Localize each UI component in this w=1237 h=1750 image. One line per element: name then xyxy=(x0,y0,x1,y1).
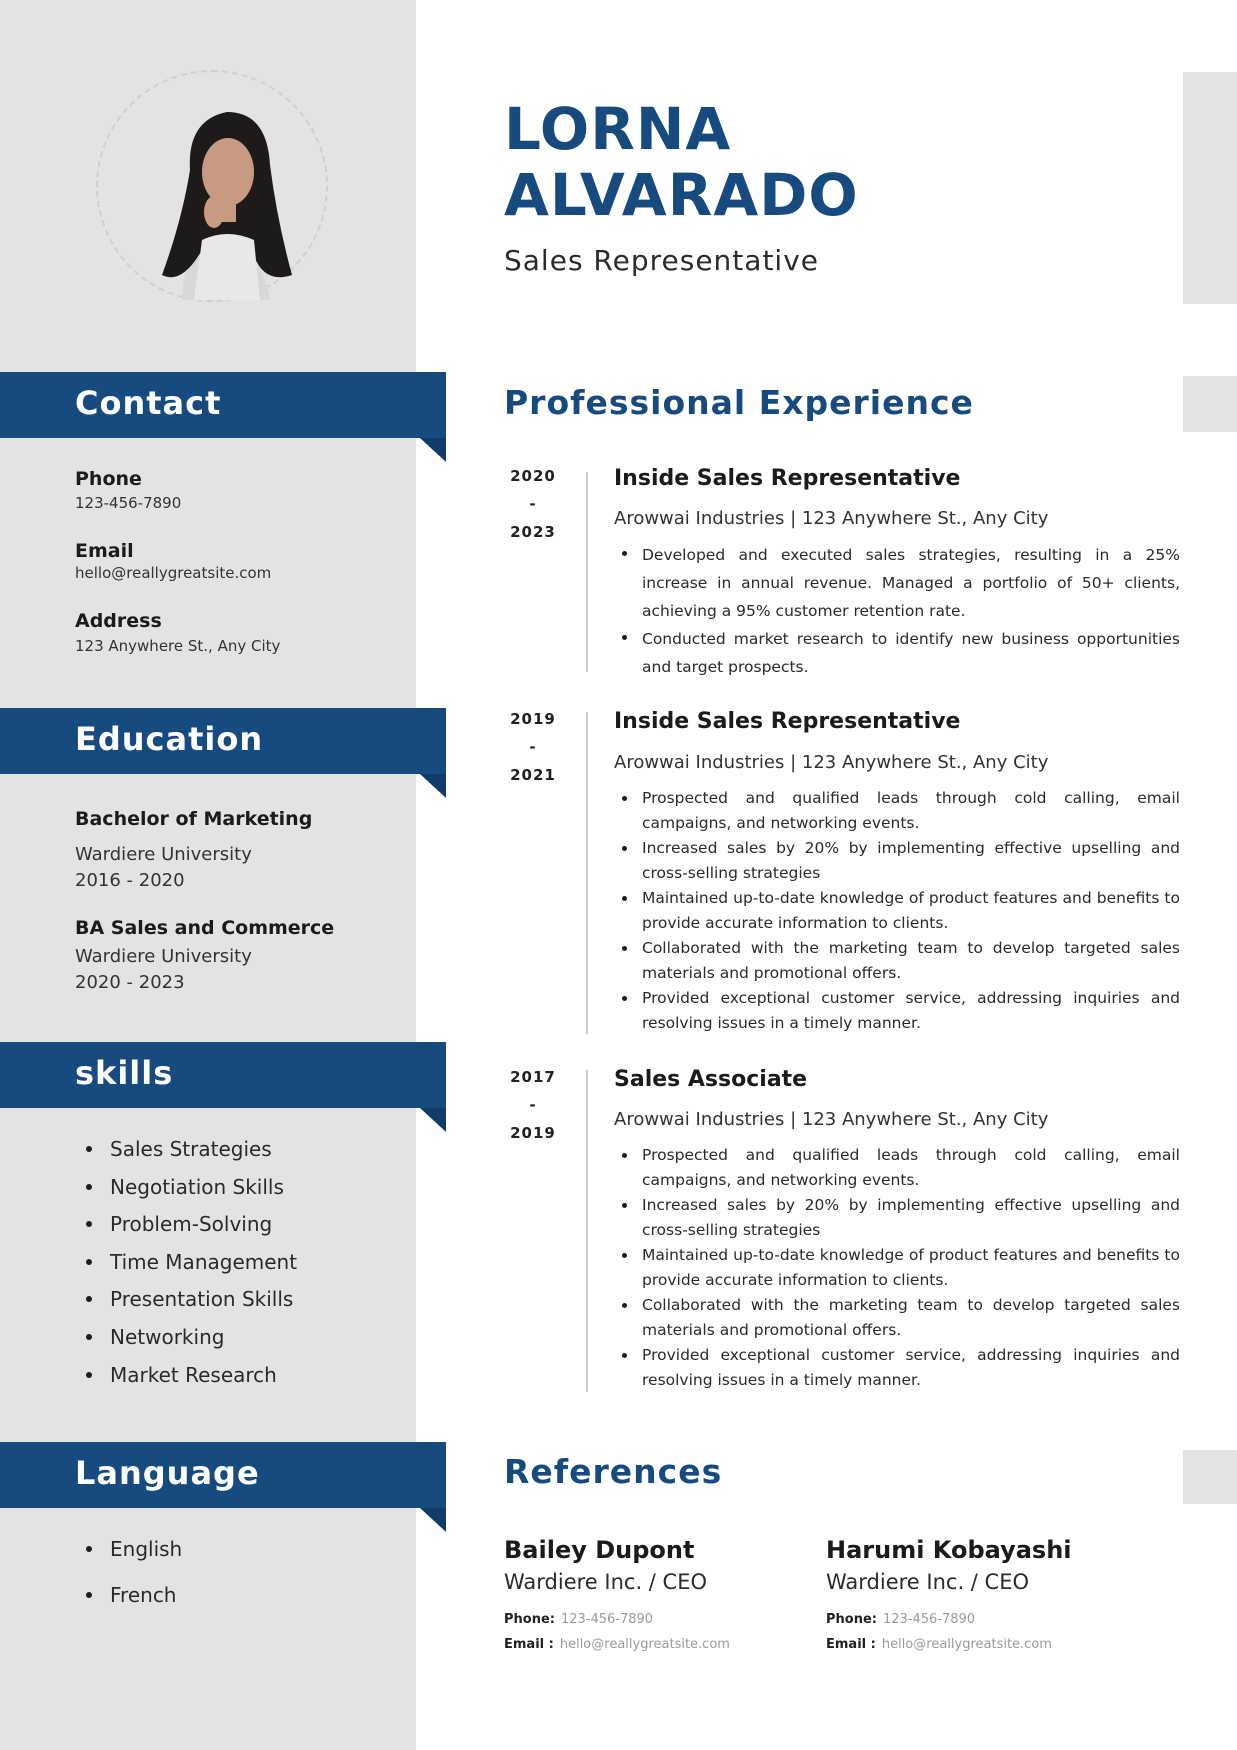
skills-heading: skills xyxy=(75,1054,174,1092)
ribbon-fold xyxy=(420,774,446,798)
reference-email-value: hello@reallygreatsite.com xyxy=(881,1637,1052,1652)
job-title: Inside Sales Representative xyxy=(614,466,961,491)
timeline-line xyxy=(586,1070,588,1392)
reference-name: Harumi Kobayashi xyxy=(826,1536,1072,1564)
job-bullet: Prospected and qualified leads through cold calling, email campaigns, and networking events. xyxy=(614,786,1180,836)
job-company: Arowwai Industries | 123 Anywhere St., Any City xyxy=(614,508,1049,529)
decor-block xyxy=(1183,72,1237,304)
reference-email-label: Email : xyxy=(504,1637,554,1652)
experience-heading: Professional Experience xyxy=(504,383,974,422)
decor-block xyxy=(1183,376,1237,432)
ribbon-fold xyxy=(420,1108,446,1132)
reference-name: Bailey Dupont xyxy=(504,1536,695,1564)
skill-item: Networking xyxy=(86,1324,297,1362)
reference-phone-label: Phone: xyxy=(826,1612,877,1627)
year-dash: - xyxy=(529,495,537,513)
phone-label: Phone xyxy=(75,468,142,490)
education-band xyxy=(0,708,446,774)
job-end-year: 2021 xyxy=(510,766,556,784)
full-name xyxy=(504,96,859,228)
reference-phone xyxy=(504,1612,653,1627)
job-role: Sales Representative xyxy=(504,244,819,277)
job-start-year: 2020 xyxy=(510,467,556,485)
job-end-year: 2023 xyxy=(510,523,556,541)
profile-photo xyxy=(142,100,302,300)
job-company: Arowwai Industries | 123 Anywhere St., Any City xyxy=(614,1109,1049,1130)
education-heading: Education xyxy=(75,720,264,758)
job-bullet: Collaborated with the marketing team to develop targeted sales materials and promotional offers. xyxy=(614,1293,1180,1343)
education-degree: BA Sales and Commerce xyxy=(75,917,335,939)
job-years xyxy=(498,705,568,789)
job-bullet: Maintained up-to-date knowledge of product features and benefits to provide accurate information to clients. xyxy=(614,1243,1180,1293)
job-bullet: Increased sales by 20% by implementing effective upselling and cross-selling strategies xyxy=(614,836,1180,886)
skill-item: Presentation Skills xyxy=(86,1286,297,1324)
reference-email-value: hello@reallygreatsite.com xyxy=(559,1637,730,1652)
job-years xyxy=(498,1063,568,1147)
reference-phone-value: 123-456-7890 xyxy=(560,1612,654,1627)
language-list xyxy=(86,1536,182,1628)
skills-list xyxy=(86,1136,297,1399)
job-years xyxy=(498,462,568,546)
education-years: 2020 - 2023 xyxy=(75,972,185,993)
first-name: LORNA xyxy=(504,95,732,163)
job-bullet: Maintained up-to-date knowledge of product features and benefits to provide accurate information to clients. xyxy=(614,886,1180,936)
skills-band xyxy=(0,1042,446,1108)
job-bullet: Collaborated with the marketing team to develop targeted sales materials and promotional offers. xyxy=(614,936,1180,986)
timeline-line xyxy=(586,712,588,1034)
job-bullets xyxy=(614,786,1180,1036)
skill-item: Market Research xyxy=(86,1362,297,1400)
ribbon-fold xyxy=(420,438,446,462)
job-start-year: 2019 xyxy=(510,710,556,728)
email-value: hello@reallygreatsite.com xyxy=(75,564,272,582)
job-bullet: Developed and executed sales strategies, resulting in a 25% increase in annual revenue. Managed a portfolio of 50+ clients, achieving a 95% customer retention rate. xyxy=(614,541,1180,625)
language-item: English xyxy=(86,1536,182,1582)
job-bullet: Prospected and qualified leads through cold calling, email campaigns, and networking events. xyxy=(614,1143,1180,1193)
skill-item: Problem-Solving xyxy=(86,1211,297,1249)
job-bullets xyxy=(614,1143,1180,1393)
references-heading: References xyxy=(504,1452,723,1491)
skill-item: Sales Strategies xyxy=(86,1136,297,1174)
education-degree: Bachelor of Marketing xyxy=(75,808,313,830)
reference-phone xyxy=(826,1612,975,1627)
skill-item: Negotiation Skills xyxy=(86,1174,297,1212)
ribbon-fold xyxy=(420,1508,446,1532)
education-school: Wardiere University xyxy=(75,844,252,865)
year-dash: - xyxy=(529,738,537,756)
reference-email xyxy=(504,1637,730,1652)
job-title: Sales Associate xyxy=(614,1067,808,1092)
reference-email xyxy=(826,1637,1052,1652)
language-item: French xyxy=(86,1582,182,1628)
last-name: ALVARADO xyxy=(504,161,859,229)
job-title: Inside Sales Representative xyxy=(614,709,961,734)
reference-company: Wardiere Inc. / CEO xyxy=(504,1570,708,1594)
education-years: 2016 - 2020 xyxy=(75,870,185,891)
job-bullet: Increased sales by 20% by implementing effective upselling and cross-selling strategies xyxy=(614,1193,1180,1243)
decor-block xyxy=(1183,1450,1237,1504)
job-bullet: Provided exceptional customer service, addressing inquiries and resolving issues in a timely manner. xyxy=(614,1343,1180,1393)
phone-value: 123-456-7890 xyxy=(75,494,182,512)
job-start-year: 2017 xyxy=(510,1068,556,1086)
address-value: 123 Anywhere St., Any City xyxy=(75,637,281,655)
reference-phone-label: Phone: xyxy=(504,1612,555,1627)
job-bullet: Conducted market research to identify new business opportunities and target prospects. xyxy=(614,625,1180,681)
address-label: Address xyxy=(75,610,162,632)
reference-company: Wardiere Inc. / CEO xyxy=(826,1570,1030,1594)
job-company: Arowwai Industries | 123 Anywhere St., Any City xyxy=(614,752,1049,773)
job-end-year: 2019 xyxy=(510,1124,556,1142)
language-heading: Language xyxy=(75,1454,260,1492)
year-dash: - xyxy=(529,1096,537,1114)
education-school: Wardiere University xyxy=(75,946,252,967)
email-label: Email xyxy=(75,540,134,562)
job-bullets xyxy=(614,541,1180,681)
contact-heading: Contact xyxy=(75,384,222,422)
timeline-line xyxy=(586,472,588,672)
reference-phone-value: 123-456-7890 xyxy=(882,1612,976,1627)
contact-band xyxy=(0,372,446,438)
reference-email-label: Email : xyxy=(826,1637,876,1652)
job-bullet: Provided exceptional customer service, addressing inquiries and resolving issues in a timely manner. xyxy=(614,986,1180,1036)
skill-item: Time Management xyxy=(86,1249,297,1287)
language-band xyxy=(0,1442,446,1508)
